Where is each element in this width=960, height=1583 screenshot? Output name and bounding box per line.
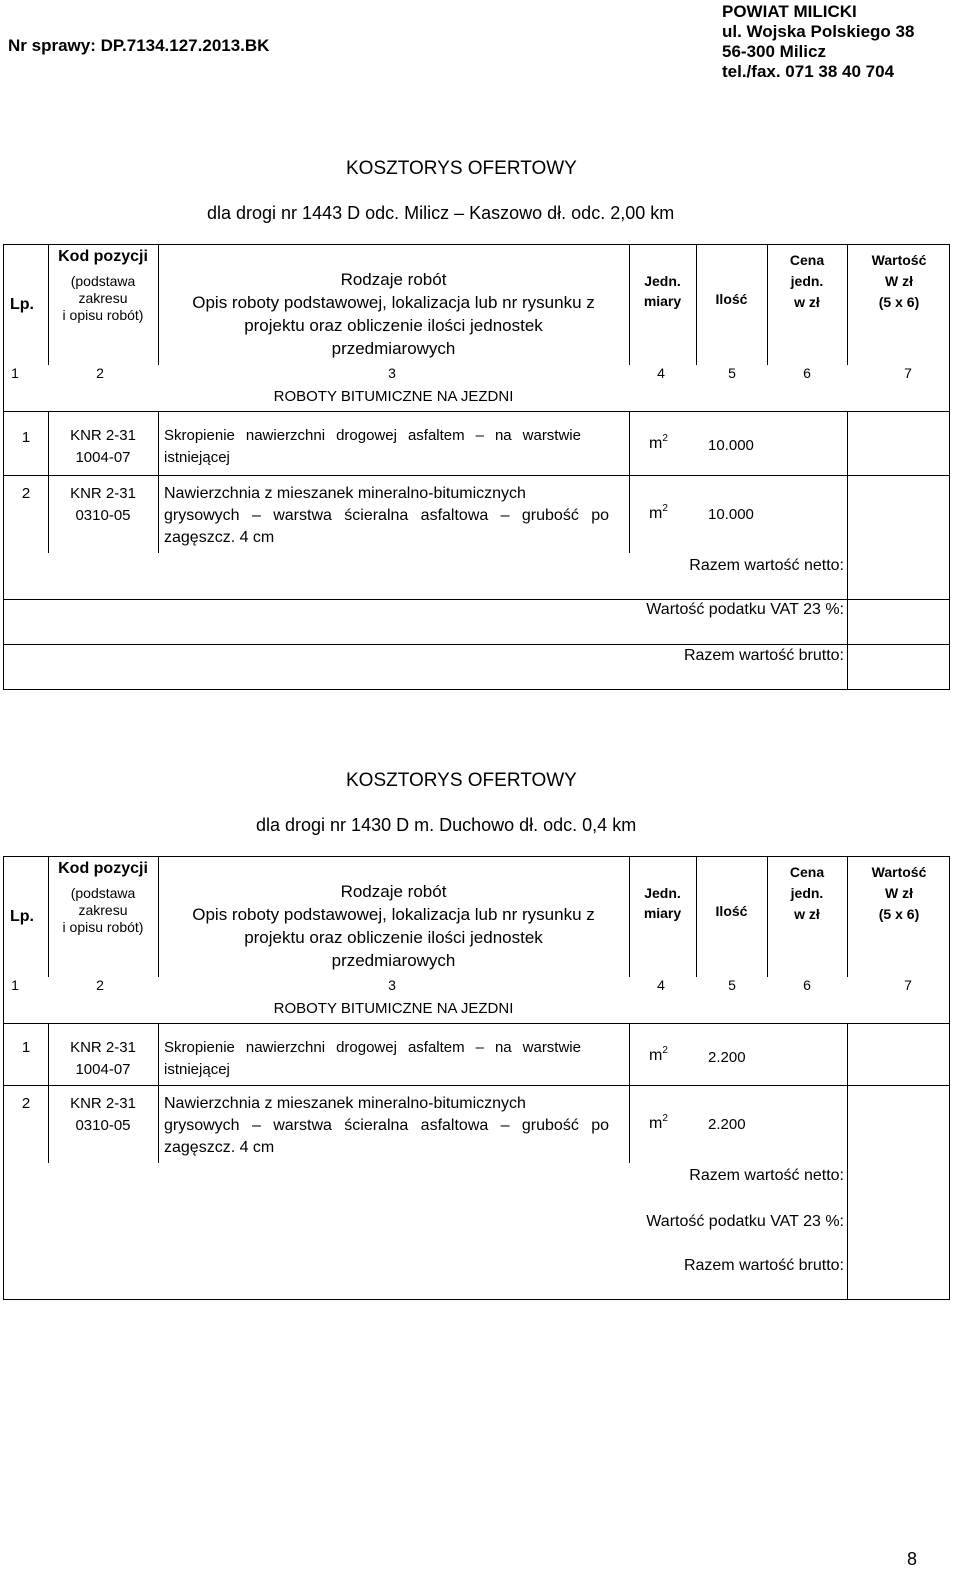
section-heading: ROBOTY BITUMICZNE NA JEZDNI: [273, 388, 514, 405]
row-lp: 2: [21, 1095, 31, 1112]
col-number: 5: [728, 977, 736, 993]
header-code-note: (podstawa zakresu i opisu robót): [62, 273, 144, 323]
org-line: ul. Wojska Polskiego 38: [722, 22, 915, 41]
col-number: 6: [803, 365, 811, 381]
col-number: 4: [657, 977, 665, 993]
col-number: 3: [388, 365, 396, 381]
row-description: Nawierzchnia z mieszanek mineralno-bitumicznych grysowych – warstwa ścieralna asfaltowa – grubość po zagęszcz. 4 cm: [164, 1095, 609, 1156]
row-quantity: 10.000: [708, 506, 754, 523]
summary-brutto-label: Razem wartość brutto:: [683, 1257, 844, 1274]
col-number: 1: [11, 977, 19, 993]
row-unit: $m^2$: [649, 1045, 668, 1064]
header-lp: Lp.: [10, 296, 34, 313]
col-number: 3: [388, 977, 396, 993]
column-divider: [158, 411, 159, 553]
org-line: POWIAT MILICKI: [722, 2, 857, 21]
row-quantity: 2.200: [708, 1049, 746, 1066]
row-quantity: 2.200: [708, 1116, 746, 1133]
header-unit: Jedn. miary: [643, 885, 682, 921]
header-unit-price: Cena jedn. w zł: [789, 864, 825, 922]
row-divider: [4, 411, 949, 412]
header-quantity: Ilość: [715, 291, 748, 307]
row-divider: [4, 475, 949, 476]
col-number: 2: [96, 977, 104, 993]
estimate-subtitle: dla drogi nr 1430 D m. Duchowo dł. odc. 0,4 km: [256, 815, 637, 835]
column-divider: [158, 1023, 159, 1163]
row-lp: 1: [21, 1039, 31, 1056]
col-number: 5: [728, 365, 736, 381]
org-line: 56-300 Milicz: [722, 42, 826, 61]
row-code: KNR 2-31 0310-05: [70, 485, 136, 524]
header-lp: Lp.: [10, 908, 34, 925]
header-value: Wartość W zł (5 x 6): [871, 252, 927, 310]
summary-netto-label: Razem wartość netto:: [689, 1167, 844, 1184]
row-lp: 1: [21, 429, 31, 446]
column-divider: [847, 1023, 848, 1299]
column-divider: [629, 411, 630, 553]
header-description: Rodzaje robót Opis roboty podstawowej, lokalizacja lub nr rysunku z projektu oraz obliczenie ilości jednostek przedmiarowych: [192, 882, 595, 970]
org-line: tel./fax. 071 38 40 704: [722, 62, 895, 81]
summary-brutto-label: Razem wartość brutto:: [683, 647, 844, 664]
col-number: 7: [904, 977, 912, 993]
row-divider: [4, 599, 949, 600]
cost-estimate-table: [3, 856, 950, 1300]
header-unit: Jedn. miary: [643, 273, 682, 309]
row-description: Skropienie nawierzchni drogowej asfaltem – na warstwie istniejącej: [164, 1039, 581, 1078]
summary-vat-label: Wartość podatku VAT 23 %:: [646, 1213, 844, 1230]
col-number: 1: [11, 365, 19, 381]
col-number: 7: [904, 365, 912, 381]
row-unit: $m^2$: [649, 1113, 668, 1132]
col-number: 4: [657, 365, 665, 381]
col-number: 6: [803, 977, 811, 993]
header-code-note: (podstawa zakresu i opisu robót): [62, 885, 144, 935]
row-description: Skropienie nawierzchni drogowej asfaltem – na warstwie istniejącej: [164, 427, 581, 466]
col-number: 2: [96, 365, 104, 381]
header-code-title: Kod pozycji: [58, 860, 148, 877]
row-divider: [4, 644, 949, 645]
section-heading: ROBOTY BITUMICZNE NA JEZDNI: [273, 1000, 514, 1017]
header-quantity: Ilość: [715, 903, 748, 919]
organization-address: [722, 2, 914, 82]
row-unit: $m^2$: [649, 433, 668, 452]
row-description: Nawierzchnia z mieszanek mineralno-bitumicznych grysowych – warstwa ścieralna asfaltowa – grubość po zagęszcz. 4 cm: [164, 485, 609, 546]
header-value: Wartość W zł (5 x 6): [871, 864, 927, 922]
cost-estimate-table: [3, 244, 950, 690]
row-code: KNR 2-31 0310-05: [70, 1095, 136, 1134]
estimate-title: KOSZTORYS OFERTOWY: [346, 770, 577, 791]
header-code-title: Kod pozycji: [58, 248, 148, 265]
header-unit-price: Cena jedn. w zł: [789, 252, 825, 310]
estimate-title: KOSZTORYS OFERTOWY: [346, 158, 577, 179]
row-quantity: 10.000: [708, 437, 754, 454]
row-divider: [4, 1023, 949, 1024]
header-description: Rodzaje robót Opis roboty podstawowej, lokalizacja lub nr rysunku z projektu oraz obliczenie ilości jednostek przedmiarowych: [192, 270, 595, 358]
estimate-subtitle: dla drogi nr 1443 D odc. Milicz – Kaszowo dł. odc. 2,00 km: [207, 203, 675, 223]
summary-netto-label: Razem wartość netto:: [689, 557, 844, 574]
row-code: KNR 2-31 1004-07: [70, 1039, 136, 1078]
row-lp: 2: [21, 485, 31, 502]
row-code: KNR 2-31 1004-07: [70, 427, 136, 466]
row-divider: [4, 1085, 949, 1086]
summary-vat-label: Wartość podatku VAT 23 %:: [646, 601, 844, 618]
column-divider: [847, 411, 848, 689]
column-divider: [629, 1023, 630, 1163]
row-unit: $m^2$: [649, 503, 668, 522]
case-number: Nr sprawy: DP.7134.127.2013.BK: [8, 36, 270, 55]
page-number: 8: [907, 1549, 918, 1569]
